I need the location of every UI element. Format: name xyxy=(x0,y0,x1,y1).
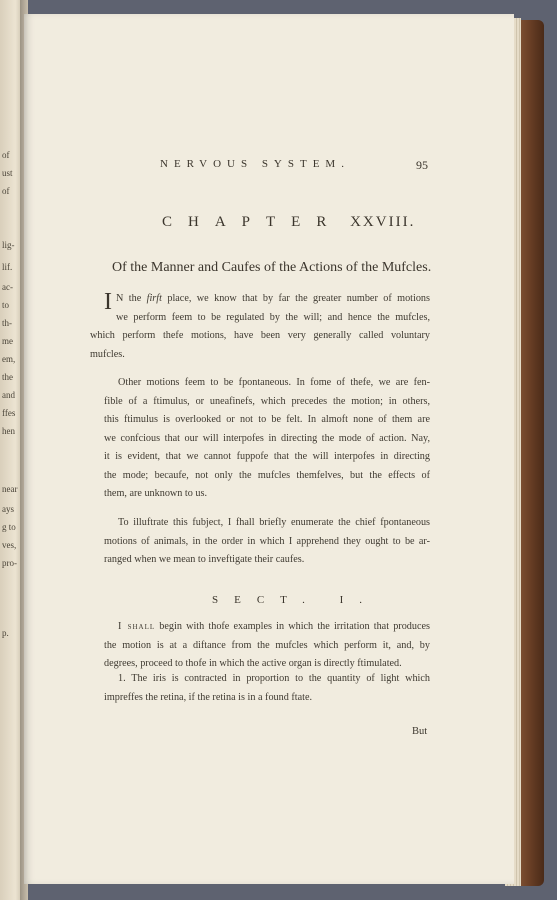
margin-fragment: to xyxy=(2,300,10,310)
text-line: degrees, proceed to thofe in which the active organ is directly ftimulated. xyxy=(104,658,402,669)
paragraph-3 xyxy=(104,514,430,570)
paragraph-4 xyxy=(104,618,430,674)
text-line: motions of animals, in the order in which I apprehend they ought to be ar- xyxy=(104,535,430,547)
text-line: we perform feem to be regulated by the will; and hence the mufcles, xyxy=(116,311,430,323)
margin-fragment: lig- xyxy=(2,240,15,250)
paragraph-5 xyxy=(104,670,430,707)
text-line: them, are unknown to us. xyxy=(104,488,207,499)
text-line: impreffes the retina, if the retina is in a found ftate. xyxy=(104,691,313,703)
margin-fragment: th- xyxy=(2,318,12,328)
margin-fragment: pro- xyxy=(2,558,17,568)
margin-fragment: me xyxy=(2,336,13,346)
paragraph-1 xyxy=(90,289,430,364)
margin-fragment: em, xyxy=(2,354,16,364)
drop-cap: I xyxy=(104,289,112,315)
text-line: which perform thefe motions, have been very generally called voluntary xyxy=(90,330,430,341)
margin-fragment: ffes xyxy=(2,408,16,418)
text-line: this ftimulus is overlooked or not to be felt. In almoft none of them are xyxy=(104,414,430,425)
catchword: But xyxy=(412,726,428,737)
text-line: 1. The iris is contracted in proportion to the quantity of light which xyxy=(118,673,430,684)
text-line: ranged when we mean to inveftigate their caufes. xyxy=(104,554,305,565)
left-page-fragment xyxy=(0,0,22,900)
text-line: Other motions feem to be fpontaneous. In fome of thefe, we are fen- xyxy=(118,377,430,388)
margin-fragment: the xyxy=(2,372,13,382)
text-line: we confcious that our will interpofes in directing the mode of action. Nay, xyxy=(104,432,430,444)
chapter-number: XXVIII. xyxy=(350,214,416,230)
paragraph-2 xyxy=(104,374,430,504)
margin-fragment: ac- xyxy=(2,282,13,292)
margin-fragment: ays xyxy=(2,504,14,514)
chapter-word: CHAPTER xyxy=(162,214,343,230)
margin-fragment: ust xyxy=(2,168,13,178)
margin-fragment: and xyxy=(2,390,15,400)
text-line: it is evident, that we cannot fuppofe that the will interpofes in directing xyxy=(104,451,430,462)
margin-fragment: of xyxy=(2,150,10,160)
margin-fragment: g to xyxy=(2,522,16,532)
margin-fragment: of xyxy=(2,186,10,196)
text-line: N the firft place, we know that by far the greater number of motions xyxy=(116,293,430,304)
margin-fragment: lif. xyxy=(2,262,13,272)
book-page xyxy=(24,14,514,884)
page-number: 95 xyxy=(416,158,428,172)
margin-fragment: hen xyxy=(2,426,15,436)
text-line: the motion is at a diftance from the mufcles which perform it, and, by xyxy=(104,639,430,651)
text-line: fible of a ftimulus, or uneafinefs, which precedes the motion; in others, xyxy=(104,395,430,407)
text-line: the mode; becaufe, not only the mufcles themfelves, but the effects of xyxy=(104,469,430,481)
margin-fragment: ves, xyxy=(2,540,17,550)
section-heading: SECT. I. xyxy=(212,594,378,606)
running-head: NERVOUS SYSTEM. xyxy=(160,158,350,170)
margin-fragment: p. xyxy=(2,628,9,638)
text-line: I shall begin with thofe examples in which the irritation that produces xyxy=(118,621,430,632)
text-line: mufcles. xyxy=(90,348,125,360)
margin-fragment: near xyxy=(2,484,18,494)
text-line: To illuftrate this fubject, I fhall briefly enumerate the chief fpontaneous xyxy=(118,517,430,528)
chapter-heading xyxy=(162,214,415,231)
chapter-title: Of the Manner and Caufes of the Actions of the Mufcles. xyxy=(112,260,432,275)
